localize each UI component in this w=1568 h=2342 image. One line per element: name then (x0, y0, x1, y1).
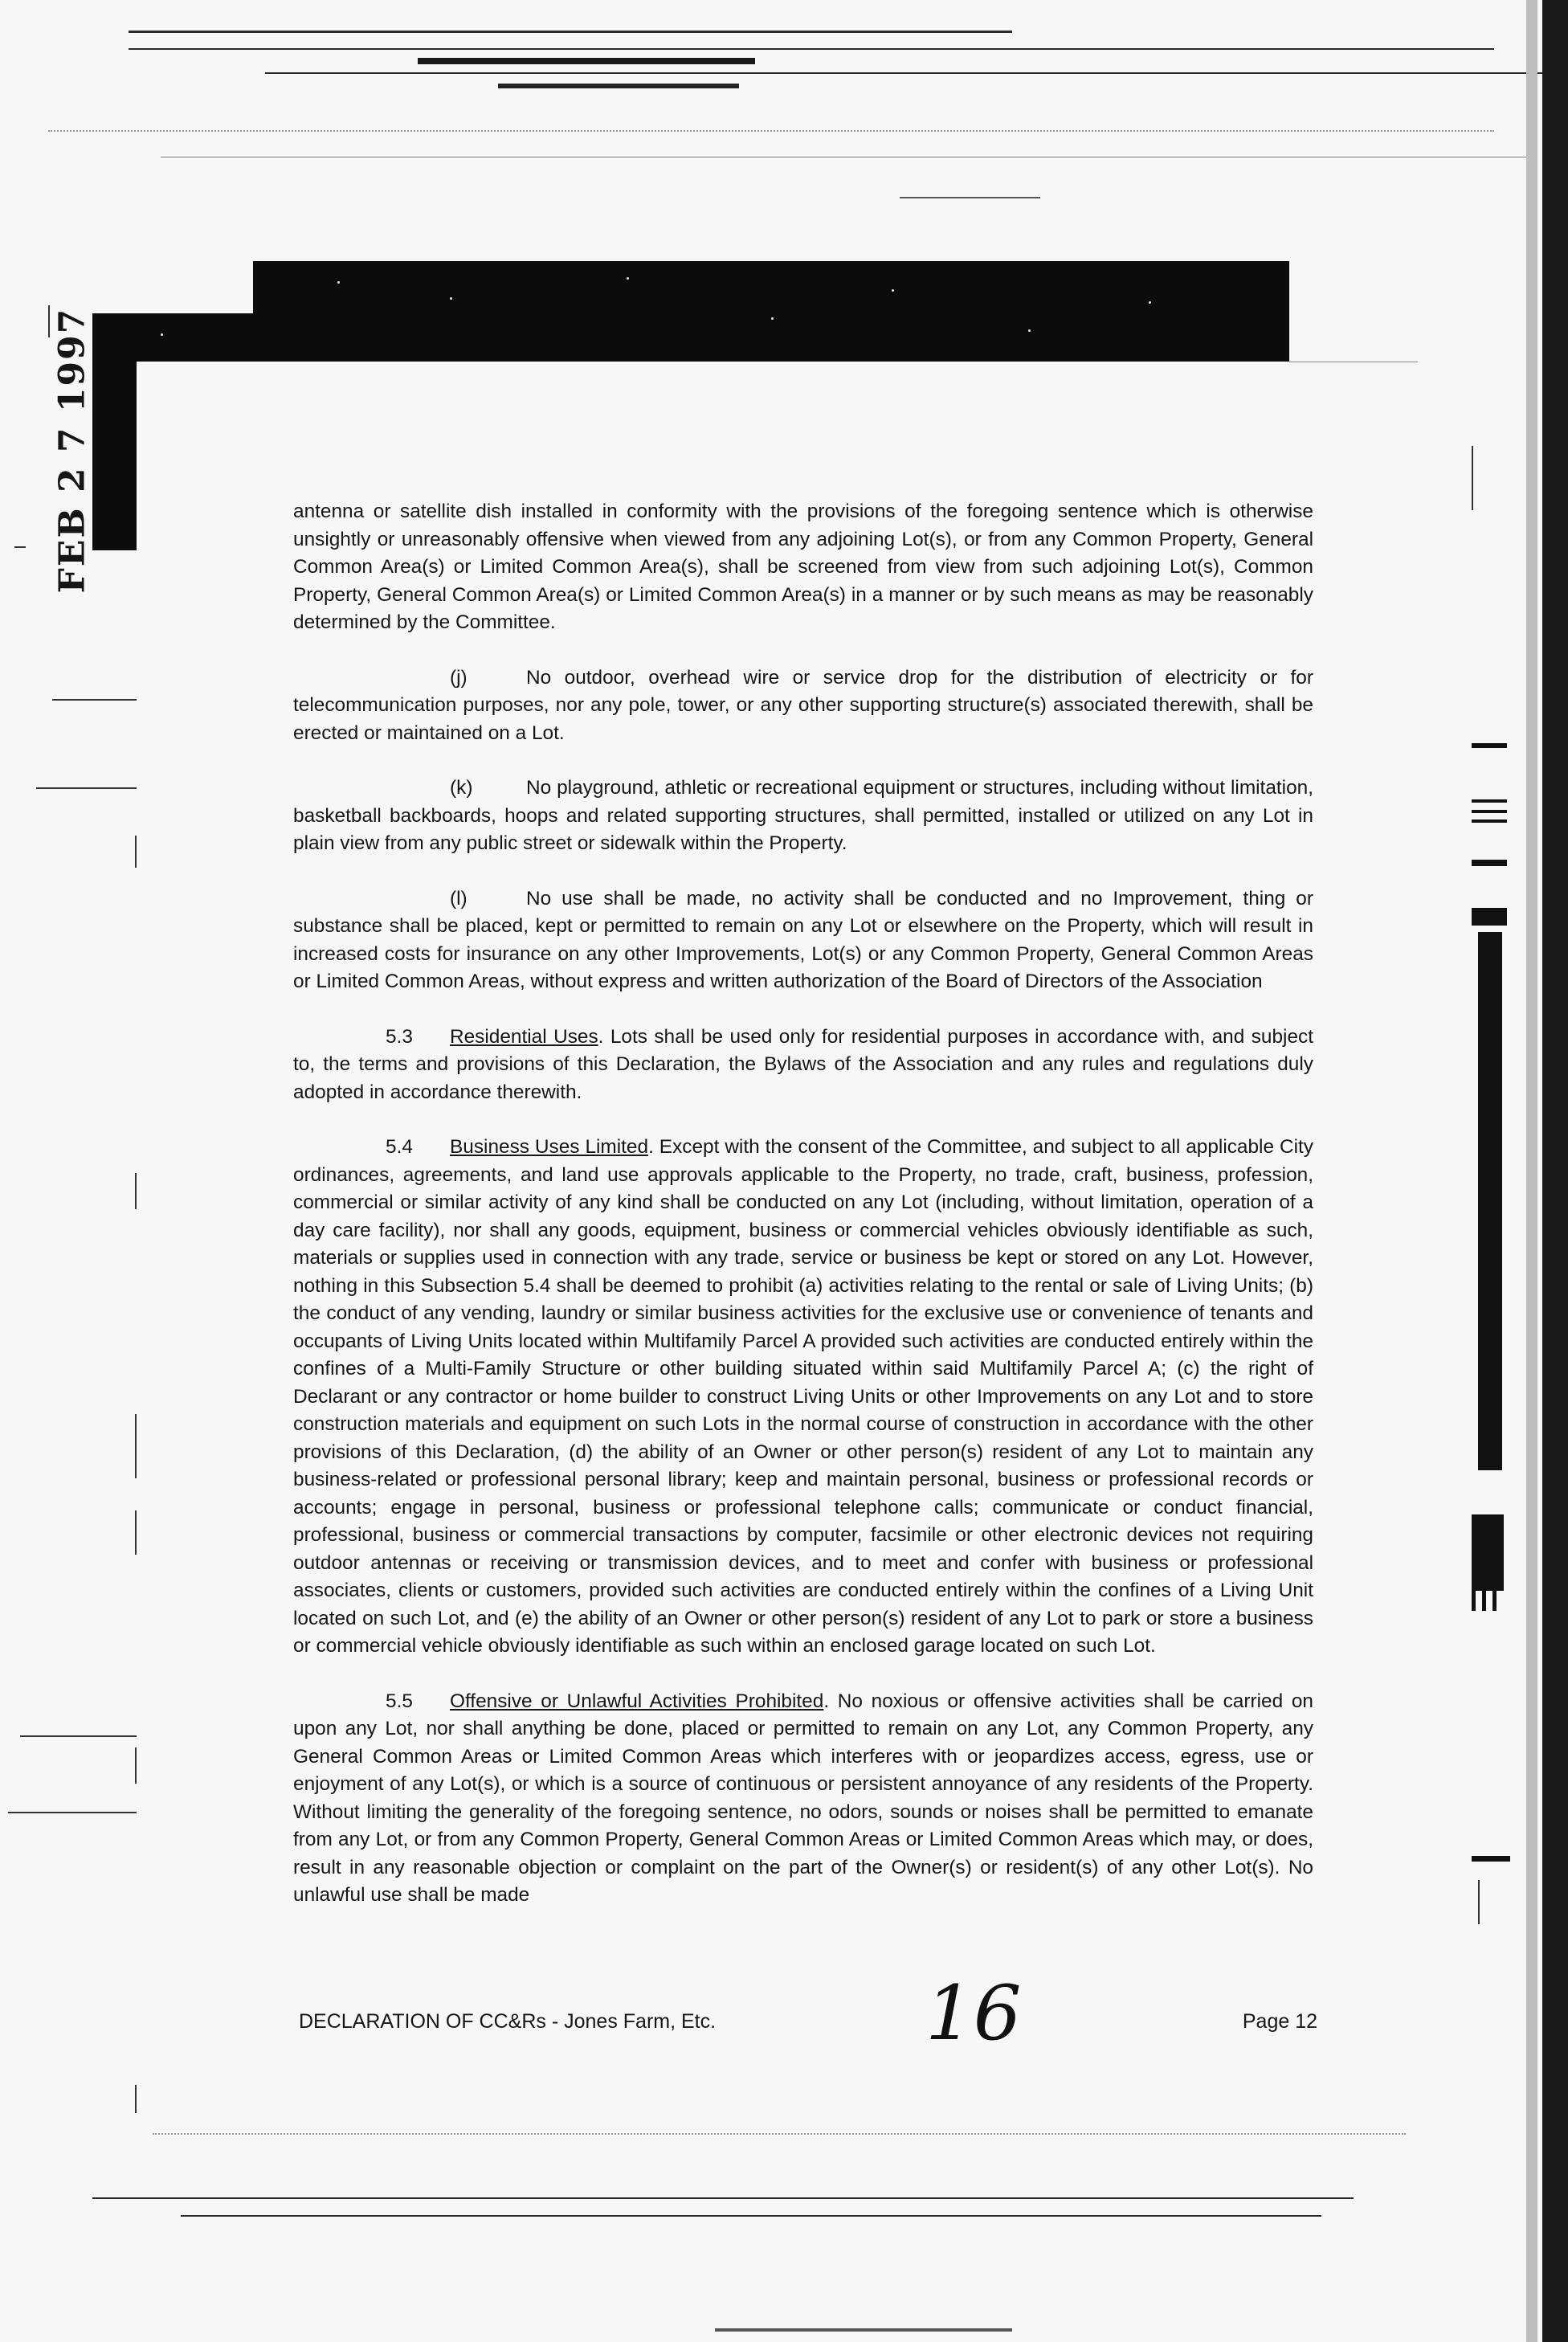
scan-line (129, 48, 1494, 50)
margin-bar (1492, 1571, 1497, 1611)
margin-bar (1472, 799, 1507, 803)
item-text: No use shall be made, no activity shall be conducted and no Improvement, thing or substance shall be placed, kept or permitted to remain on any Lot or elsewhere on the Property, which will result in increased costs for insurance on any other Improvements, Lot(s) or any Common Property, General Common Areas or Limited Common Areas, without express and written authorization of the Board of Directors of the Association (293, 887, 1313, 992)
section-text: . Lots shall be used only for residential purposes in accordance with, and subject to, the terms and provisions of this Declaration, the Bylaws of the Association and any rules and regulations duly adopted in accordance therewith. (293, 1025, 1313, 1103)
section-heading: Offensive or Unlawful Activities Prohibited (450, 1690, 824, 1712)
scan-speck (1028, 329, 1031, 332)
scan-dots (48, 130, 1494, 132)
margin-tick (135, 1173, 137, 1209)
scan-line (900, 197, 1040, 198)
margin-bar (1478, 932, 1502, 1470)
item-text: No playground, athletic or recreational equipment or structures, including without limitation, basketball backboards, hoops and related supporting structures, shall permitted, installed or utilized on any Lot in plain view from any public street or sidewalk within the Property. (293, 777, 1313, 854)
margin-bar (1472, 819, 1507, 823)
paragraph-k (293, 775, 1313, 858)
margin-tick (14, 546, 26, 548)
right-edge-strip (1542, 0, 1568, 2342)
section-heading: Residential Uses (450, 1025, 598, 1048)
document-body (293, 498, 1313, 1937)
scan-speck (627, 277, 629, 280)
scan-line (181, 2215, 1321, 2217)
scan-line (92, 2197, 1354, 2199)
scan-line (129, 31, 1012, 33)
margin-bar (1482, 1571, 1486, 1611)
scan-speck (450, 297, 452, 300)
scan-line (265, 72, 1550, 74)
scan-black-edge (92, 354, 137, 550)
margin-tick (52, 699, 137, 701)
margin-tick (1478, 1880, 1480, 1924)
margin-tick (135, 1510, 137, 1555)
item-label: (k) (450, 777, 473, 799)
scan-speck (337, 281, 340, 284)
section-number: 5.5 (386, 1690, 413, 1712)
margin-bar (1472, 860, 1507, 866)
section-5-3 (293, 1024, 1313, 1107)
right-edge-strip (1526, 0, 1537, 2342)
margin-tick (36, 787, 137, 789)
paragraph-l (293, 885, 1313, 996)
handwritten-page-number: 16 (925, 1970, 1022, 2058)
section-number: 5.3 (386, 1025, 413, 1048)
scan-black-block (253, 261, 1289, 362)
margin-bar (1472, 908, 1507, 926)
received-date-stamp (48, 307, 96, 593)
margin-bar (1472, 1856, 1510, 1862)
scan-dots (153, 2133, 1406, 2135)
scan-speck (771, 317, 774, 320)
margin-tick (135, 1414, 137, 1478)
page-number: Page 12 (1242, 2010, 1317, 2033)
paragraph-carryover: antenna or satellite dish installed in conformity with the provisions of the foregoing sentence which is otherwise unsightly or unreasonably offensive when viewed from any adjoining Lot(s), or from any Common Property, General Common Area(s) or Limited Common Area(s), shall be screened from view from such adjoining Lot(s), Common Property, General Common Area(s) or Limited Common Area(s) in a manner or by such means as may be reasonably determined by the Committee. (293, 501, 1313, 633)
item-text: No outdoor, overhead wire or service drop for the distribution of electricity or for telecommunication purposes, nor any pole, tower, or any other supporting structure(s) associated therewith, shall be erected or maintained on a Lot. (293, 666, 1313, 744)
page-footer (299, 1970, 1317, 2058)
section-number: 5.4 (386, 1136, 413, 1158)
scan-line (498, 84, 739, 88)
scan-speck (892, 289, 894, 292)
margin-tick (135, 2085, 137, 2113)
section-heading: Business Uses Limited (450, 1136, 649, 1158)
margin-bar (1472, 743, 1507, 748)
margin-bar (1472, 810, 1507, 813)
scan-line (715, 2328, 1012, 2332)
item-label: (j) (450, 666, 468, 689)
footer-title: DECLARATION OF CC&Rs - Jones Farm, Etc. (299, 2010, 717, 2033)
scan-speck (161, 333, 163, 336)
margin-tick (48, 305, 50, 337)
scan-speck (1149, 301, 1151, 304)
stamp-date: FEB 2 7 1997 (51, 307, 93, 593)
margin-tick (1472, 446, 1473, 510)
margin-bar (1472, 1514, 1504, 1591)
margin-tick (8, 1812, 137, 1813)
section-text: . Except with the consent of the Committee, and subject to all applicable City ordinances, agreements, and land use approvals applicable to the Property, no trade, craft, business, profession, commercial or similar activity of any kind shall be conducted on any Lot (including, without limitation, operation of a day care facility), nor shall any goods, equipment, business or commercial vehicles obviously identifiable as such, materials or supplies used in connection with any trade, service or business be kept or stored on any Lot. However, nothing in this Subsection 5.4 shall be deemed to prohibit (a) activities relating to the rental or sale of Living Units; (b) the conduct of any vending, laundry or similar business activities for the exclusive use or convenience of tenants and occupants of Living Units located within Multifamily Parcel A provided such activities are conducted entirely within the confines of a Multi-Family Structure or other building situated within said Multifamily Parcel A; (c) the right of Declarant or any contractor or home builder to construct Living Units or other Improvements on any Lot and to store construction materials and equipment on such Lots in the normal course of construction in accordance with the other provisions of this Declaration, (d) the ability of an Owner or other person(s) resident of any Lot to maintain any business-related or professional personal library; keep and maintain personal, business or professional records or accounts; engage in personal, business or professional telephone calls; communicate or conduct financial, professional, business or commercial transactions by computer, facsimile or other electronic devices not requiring outdoor antennas or receiving or transmission devices, and to meet and confer with business or professional associates, clients or customers, provided such activities are conducted entirely within the confines of a Living Unit located on such Lot, and (e) the ability of an Owner or other person(s) resident of any Lot to park or store a business or commercial vehicle obviously identifiable as such within an enclosed garage located on such Lot. (293, 1136, 1314, 1657)
item-label: (l) (450, 887, 468, 909)
margin-tick (135, 1747, 137, 1784)
section-text: . No noxious or offensive activities shall be carried on upon any Lot, nor shall anything be done, placed or permitted to remain on any Lot, any Common Property, any General Common Areas or Limited Common Areas which interferes with or jeopardizes access, egress, use or enjoyment of any Lot(s), or which is a source of continuous or persistent annoyance of any residents of the Property. Without limiting the generality of the foregoing sentence, no odors, sounds or noises shall be permitted to emanate from any Lot, or from any Common Property, General Common Areas or Limited Common Areas which may, or does, result in any reasonable objection or complaint on the part of the Owner(s) or resident(s) of any other Lot(s). No unlawful use shall be made (293, 1690, 1313, 1906)
margin-bar (1472, 1571, 1476, 1611)
margin-tick (135, 836, 137, 868)
scan-line (418, 58, 755, 64)
section-5-4 (293, 1134, 1313, 1661)
margin-tick (20, 1735, 137, 1737)
paragraph-j (293, 664, 1313, 748)
section-5-5 (293, 1688, 1313, 1910)
